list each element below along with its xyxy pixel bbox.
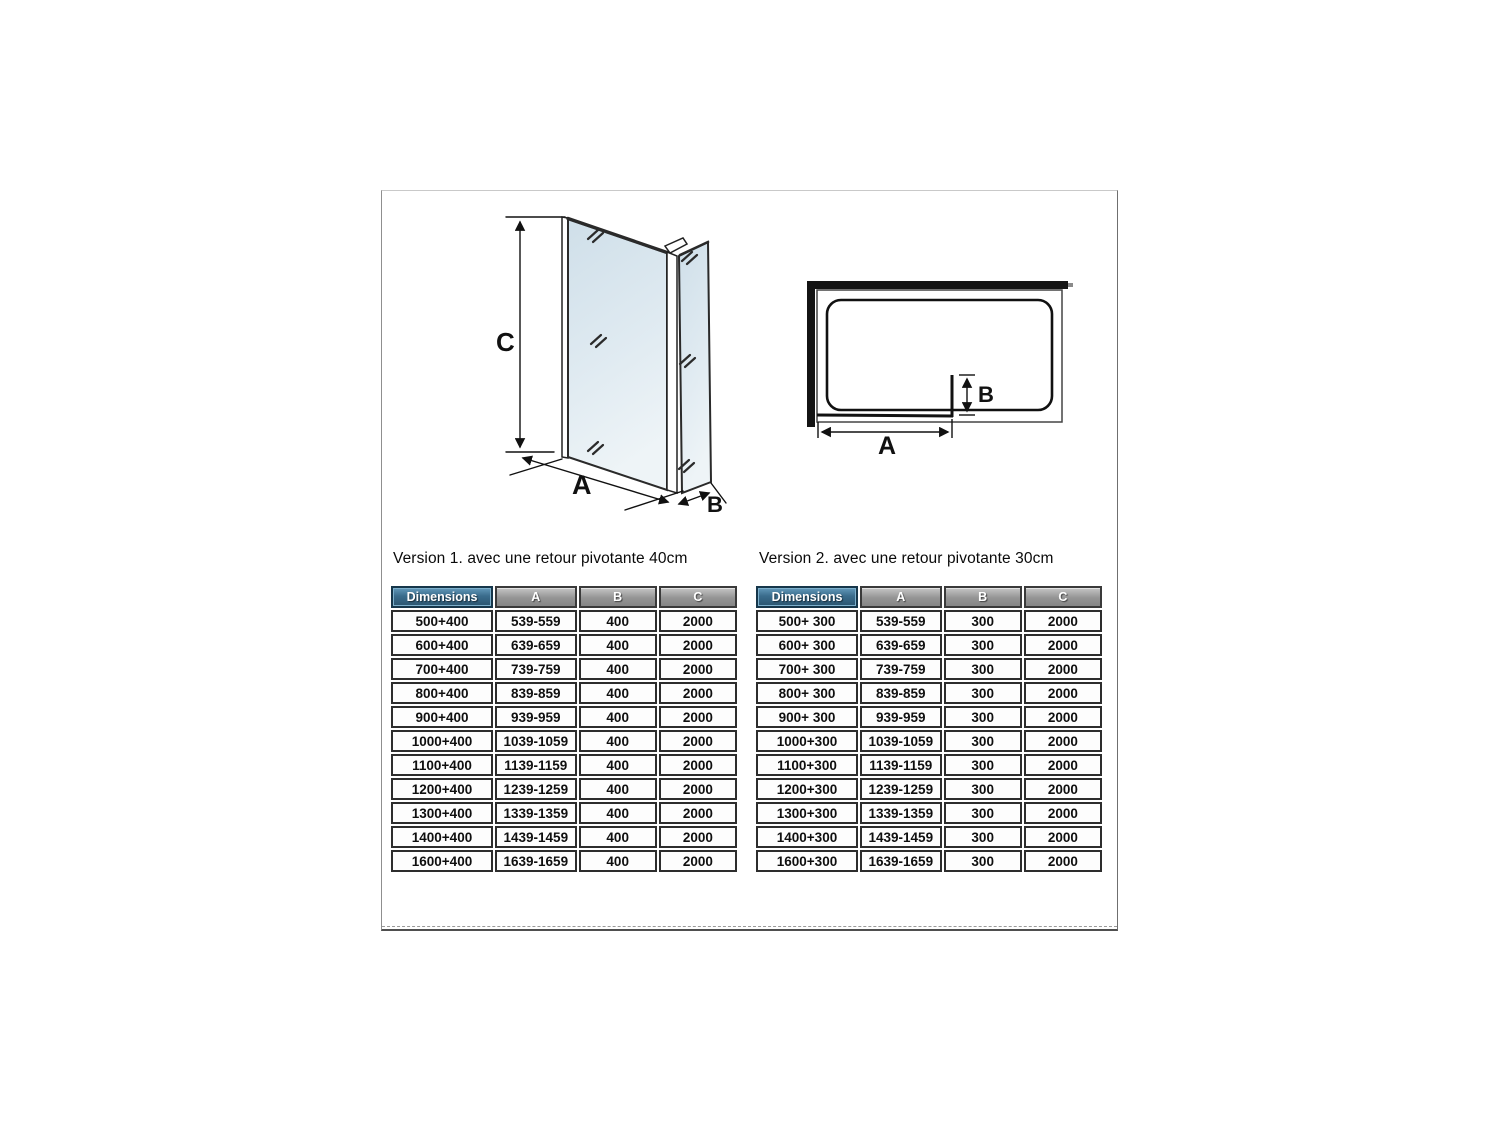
spec-cell: 2000 xyxy=(1024,706,1102,728)
spec-cell: 2000 xyxy=(659,730,737,752)
spec-row xyxy=(391,610,737,632)
spec-row xyxy=(391,634,737,656)
spec-cell: 1600+300 xyxy=(756,850,858,872)
header-row xyxy=(391,586,737,608)
spec-cell: 500+400 xyxy=(391,610,493,632)
spec-cell: 2000 xyxy=(1024,778,1102,800)
spec-cell: 700+400 xyxy=(391,658,493,680)
spec-row xyxy=(756,754,1102,776)
spec-cell: 600+400 xyxy=(391,634,493,656)
spec-cell: 739-759 xyxy=(860,658,942,680)
spec-cell: 2000 xyxy=(659,658,737,680)
spec-cell: 300 xyxy=(944,826,1022,848)
spec-cell: 300 xyxy=(944,850,1022,872)
hinge-post xyxy=(667,252,677,493)
spec-cell: 800+ 300 xyxy=(756,682,858,704)
spec-cell: 1039-1059 xyxy=(860,730,942,752)
spec-cell: 300 xyxy=(944,754,1022,776)
col-header-a: A xyxy=(860,586,942,608)
dim-label-a: A xyxy=(572,470,592,500)
spec-cell: 400 xyxy=(579,682,657,704)
spec-row xyxy=(391,778,737,800)
spec-row xyxy=(756,850,1102,872)
spec-row xyxy=(391,802,737,824)
spec-cell: 2000 xyxy=(1024,802,1102,824)
col-header-b: B xyxy=(579,586,657,608)
dim-label-b: B xyxy=(978,382,994,407)
spec-cell: 1200+300 xyxy=(756,778,858,800)
spec-cell: 2000 xyxy=(659,802,737,824)
spec-cell: 400 xyxy=(579,778,657,800)
spec-cell: 800+400 xyxy=(391,682,493,704)
spec-cell: 1300+400 xyxy=(391,802,493,824)
spec-cell: 1100+300 xyxy=(756,754,858,776)
version2-title: Version 2. avec une retour pivotante 30cm xyxy=(759,550,1054,567)
spec-cell: 300 xyxy=(944,634,1022,656)
spec-cell: 1339-1359 xyxy=(495,802,577,824)
spec-cell: 1139-1159 xyxy=(860,754,942,776)
bathtub-inner xyxy=(827,300,1052,410)
spec-cell: 1000+300 xyxy=(756,730,858,752)
spec-cell: 2000 xyxy=(659,826,737,848)
spec-cell: 2000 xyxy=(1024,730,1102,752)
spec-cell: 1600+400 xyxy=(391,850,493,872)
spec-row xyxy=(756,730,1102,752)
spec-row xyxy=(391,850,737,872)
spec-row xyxy=(756,706,1102,728)
main-glass-panel xyxy=(568,219,667,490)
spec-cell: 1000+400 xyxy=(391,730,493,752)
spec-cell: 2000 xyxy=(1024,634,1102,656)
col-header-b: B xyxy=(944,586,1022,608)
spec-panel xyxy=(381,190,1118,931)
spec-cell: 300 xyxy=(944,730,1022,752)
spec-cell: 400 xyxy=(579,826,657,848)
spec-cell: 839-859 xyxy=(860,682,942,704)
version2-spec-table xyxy=(754,584,1104,874)
spec-cell: 1400+400 xyxy=(391,826,493,848)
spec-cell: 2000 xyxy=(1024,658,1102,680)
spec-row xyxy=(756,610,1102,632)
spec-cell: 1439-1459 xyxy=(860,826,942,848)
header-row xyxy=(756,586,1102,608)
spec-cell: 900+ 300 xyxy=(756,706,858,728)
spec-cell: 400 xyxy=(579,850,657,872)
spec-row xyxy=(391,754,737,776)
screen-side-bar xyxy=(807,281,815,427)
spec-cell: 1400+300 xyxy=(756,826,858,848)
spec-cell: 700+ 300 xyxy=(756,658,858,680)
spec-cell: 2000 xyxy=(659,610,737,632)
col-header-dimensions: Dimensions xyxy=(756,586,858,608)
spec-cell: 2000 xyxy=(659,634,737,656)
spec-cell: 1239-1259 xyxy=(860,778,942,800)
spec-cell: 900+400 xyxy=(391,706,493,728)
spec-cell: 400 xyxy=(579,754,657,776)
hinge-cap xyxy=(665,238,687,253)
spec-cell: 2000 xyxy=(659,754,737,776)
spec-cell: 1239-1259 xyxy=(495,778,577,800)
spec-cell: 939-959 xyxy=(860,706,942,728)
spec-cell: 400 xyxy=(579,706,657,728)
spec-cell: 1300+300 xyxy=(756,802,858,824)
technical-diagrams xyxy=(382,191,1117,536)
spec-cell: 2000 xyxy=(659,682,737,704)
wall-bar-end xyxy=(1068,283,1073,287)
col-header-c: C xyxy=(1024,586,1102,608)
spec-cell: 1339-1359 xyxy=(860,802,942,824)
top-view-diagram xyxy=(807,281,1073,460)
spec-cell: 300 xyxy=(944,778,1022,800)
spec-cell: 2000 xyxy=(1024,850,1102,872)
spec-row xyxy=(391,826,737,848)
spec-cell: 2000 xyxy=(1024,826,1102,848)
spec-cell: 2000 xyxy=(1024,682,1102,704)
spec-cell: 300 xyxy=(944,802,1022,824)
spec-cell: 500+ 300 xyxy=(756,610,858,632)
col-header-dimensions: Dimensions xyxy=(391,586,493,608)
spec-cell: 1639-1659 xyxy=(860,850,942,872)
spec-cell: 400 xyxy=(579,802,657,824)
return-glass-panel xyxy=(679,242,711,493)
spec-cell: 1200+400 xyxy=(391,778,493,800)
version1-title: Version 1. avec une retour pivotante 40cm xyxy=(393,550,688,567)
spec-cell: 400 xyxy=(579,634,657,656)
spec-cell: 1439-1459 xyxy=(495,826,577,848)
spec-cell: 1639-1659 xyxy=(495,850,577,872)
spec-cell: 2000 xyxy=(659,778,737,800)
spec-cell: 739-759 xyxy=(495,658,577,680)
spec-row xyxy=(756,682,1102,704)
spec-cell: 2000 xyxy=(1024,754,1102,776)
spec-cell: 2000 xyxy=(659,706,737,728)
spec-cell: 639-659 xyxy=(495,634,577,656)
side-view-diagram xyxy=(496,217,726,517)
spec-row xyxy=(756,826,1102,848)
spec-row xyxy=(391,730,737,752)
wall-bar xyxy=(810,281,1068,289)
dim-label-a: A xyxy=(878,432,897,460)
spec-cell: 839-859 xyxy=(495,682,577,704)
dimension-c-arrow xyxy=(506,217,565,452)
spec-cell: 639-659 xyxy=(860,634,942,656)
spec-cell: 1039-1059 xyxy=(495,730,577,752)
version1-spec-table xyxy=(389,584,739,874)
spec-cell: 1100+400 xyxy=(391,754,493,776)
spec-row xyxy=(756,802,1102,824)
spec-cell: 300 xyxy=(944,610,1022,632)
dim-label-c: C xyxy=(496,327,515,357)
spec-cell: 300 xyxy=(944,706,1022,728)
screen-panel-line xyxy=(817,415,953,416)
spec-cell: 939-959 xyxy=(495,706,577,728)
spec-row xyxy=(756,658,1102,680)
spec-cell: 539-559 xyxy=(860,610,942,632)
spec-cell: 300 xyxy=(944,658,1022,680)
spec-row xyxy=(391,658,737,680)
spec-cell: 600+ 300 xyxy=(756,634,858,656)
spec-cell: 300 xyxy=(944,682,1022,704)
spec-row xyxy=(756,778,1102,800)
col-header-c: C xyxy=(659,586,737,608)
bottom-dashed-divider xyxy=(382,926,1117,927)
spec-cell: 2000 xyxy=(1024,610,1102,632)
spec-cell: 400 xyxy=(579,730,657,752)
spec-cell: 400 xyxy=(579,610,657,632)
spec-cell: 539-559 xyxy=(495,610,577,632)
spec-row xyxy=(756,634,1102,656)
col-header-a: A xyxy=(495,586,577,608)
dim-label-b: B xyxy=(707,492,723,517)
spec-row xyxy=(391,706,737,728)
spec-row xyxy=(391,682,737,704)
spec-cell: 400 xyxy=(579,658,657,680)
spec-cell: 1139-1159 xyxy=(495,754,577,776)
spec-cell: 2000 xyxy=(659,850,737,872)
